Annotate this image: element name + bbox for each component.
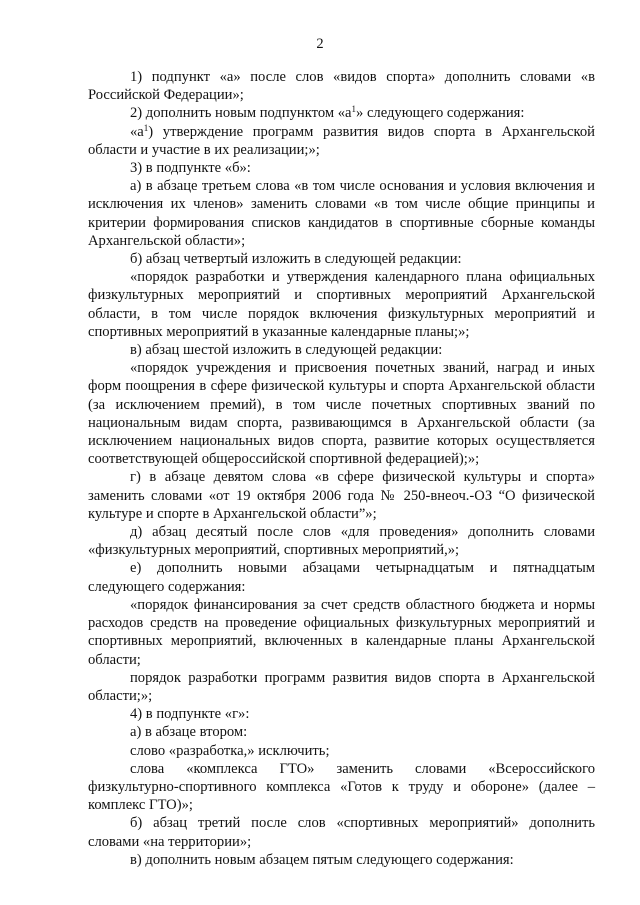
paragraph: «порядок разработки и утверждения календарного плана официальных физкультурных мероприятий и спортивных мероприятий Архангельской области, в том числе порядок включения физкультурных мероприятий и спортивных мероприятий в указанные календарные планы;»; [88, 269, 595, 340]
paragraph: слово «разработка,» исключить; [130, 742, 330, 759]
paragraph: д) абзац десятый после слов «для проведения» дополнить словами «физкультурных мероприятий, спортивных мероприятий,»; [88, 524, 595, 559]
paragraph: в) дополнить новым абзацем пятым следующего содержания: [130, 851, 514, 868]
paragraph-text: » следующего содержания: [356, 105, 525, 122]
paragraph [88, 123, 595, 159]
paragraph: б) абзац третий после слов «спортивных мероприятий» дополнить словами «на территории»; [88, 815, 595, 850]
superscript: 1 [143, 122, 149, 133]
paragraph: слова «комплекса ГТО» заменить словами «Всероссийского физкультурно-спортивного комплекса «Готов к труду и обороне» (далее – комплекс ГТО)»; [88, 760, 595, 814]
paragraph: 1) подпункт «а» после слов «видов спорта» дополнить словами «в Российской Федерации»; [88, 69, 595, 104]
paragraph-text: ) утверждение программ развития видов спорта в Архангельской области и участие в их реализации;»; [88, 123, 595, 158]
paragraph: в) абзац шестой изложить в следующей редакции: [130, 342, 443, 359]
paragraph: 3) в подпункте «б»: [130, 160, 251, 177]
paragraph [88, 104, 595, 122]
paragraph: г) в абзаце девятом слова «в сфере физической культуры и спорта» заменить словами «от 19 октября 2006 года № 250-внеоч.-ОЗ “О физической культуре и спорте в Архангельской области”»; [88, 469, 595, 522]
page-number: 2 [316, 36, 324, 52]
paragraph: е) дополнить новыми абзацами четырнадцатым и пятнадцатым следующего содержания: [88, 560, 595, 595]
paragraph: б) абзац четвертый изложить в следующей редакции: [130, 251, 462, 268]
paragraph-text: «а [130, 123, 144, 140]
superscript: 1 [351, 104, 356, 115]
paragraph: порядок разработки программ развития видов спорта в Архангельской области;»; [88, 669, 595, 704]
paragraph-text: 2) дополнить новым подпунктом «а [130, 105, 352, 122]
paragraph: а) в абзаце втором: [130, 724, 248, 741]
document-body [88, 68, 595, 869]
paragraph: 4) в подпункте «г»: [130, 706, 250, 723]
paragraph: «порядок финансирования за счет средств областного бюджета и нормы расходов средств на проведение официальных физкультурных мероприятий и спортивных мероприятий, включенных в календарные планы Архангельской области; [88, 596, 595, 668]
paragraph: «порядок учреждения и присвоения почетных званий, наград и иных форм поощрения в сфере физической культуры и спорта Архангельской области (за исключением премий), в том числе почетных спортивных званий по национальным видам спорта, развивающимся в Архангельской области (за исключением национальных видов спорта, развитие которых осуществляется соответствующей общероссийской спортивной федерацией);»; [88, 360, 595, 468]
paragraph: а) в абзаце третьем слова «в том числе основания и условия включения и исключения их членов» заменить словами «в том числе общие принципы и критерии формирования списков кандидатов в спортивные сборные команды Архангельской области»; [88, 178, 595, 249]
